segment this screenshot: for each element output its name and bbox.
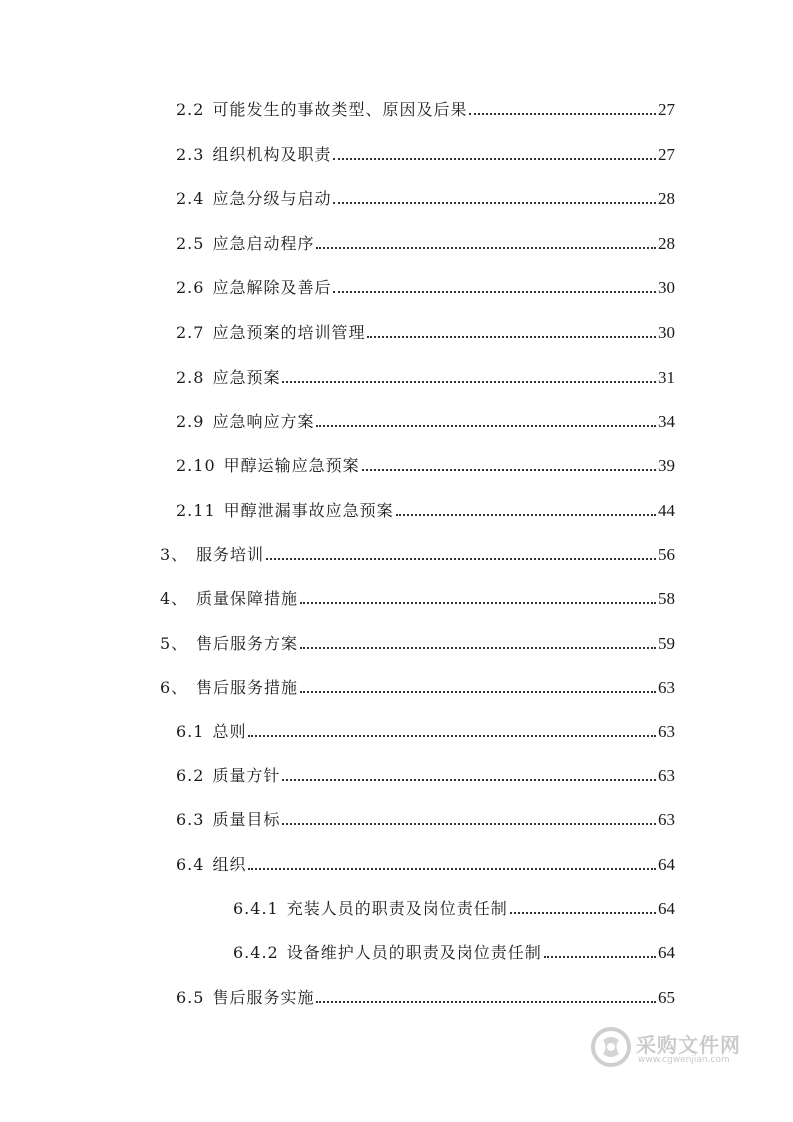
toc-entry-2-10[interactable] xyxy=(176,452,675,476)
toc-entry-number: 6.3 xyxy=(176,810,205,829)
toc-entry-number: 6.4.2 xyxy=(233,943,279,962)
toc-entry-page: 58 xyxy=(658,589,675,608)
toc-entry-page: 64 xyxy=(658,855,675,874)
dot-leader xyxy=(544,956,656,958)
toc-entry-number: 2.10 xyxy=(176,456,216,475)
dot-leader xyxy=(316,425,656,427)
toc-entry-page: 31 xyxy=(658,368,675,387)
toc-entry-title: 售后服务措施 xyxy=(196,678,299,697)
toc-entry-page: 56 xyxy=(658,545,675,564)
toc-entry-number: 2.9 xyxy=(176,412,205,431)
toc-entry-page: 63 xyxy=(658,722,675,741)
toc-entry-number: 6.1 xyxy=(176,722,205,741)
toc-entry-2-5[interactable] xyxy=(176,230,675,254)
toc-entry-number: 2.11 xyxy=(176,501,216,520)
toc-entry-page: 64 xyxy=(658,899,675,918)
dot-leader xyxy=(333,202,656,204)
dot-leader xyxy=(316,1001,656,1003)
dot-leader xyxy=(316,247,656,249)
toc-entry-page: 59 xyxy=(658,634,675,653)
toc-entry-number: 6、 xyxy=(160,678,189,697)
dot-leader xyxy=(266,558,656,560)
toc-entry-title: 设备维护人员的职责及岗位责任制 xyxy=(286,943,542,962)
toc-entry-number: 6.4.1 xyxy=(233,899,279,918)
dot-leader xyxy=(469,113,656,115)
dot-leader xyxy=(333,158,656,160)
toc-entry-title: 质量目标 xyxy=(212,810,281,829)
toc-entry-4[interactable] xyxy=(160,585,675,609)
toc-entry-title: 充装人员的职责及岗位责任制 xyxy=(286,899,508,918)
toc-entry-number: 2.8 xyxy=(176,368,205,387)
toc-entry-number: 6.2 xyxy=(176,766,205,785)
toc-entry-2-8[interactable] xyxy=(176,364,675,388)
toc-entry-2-11[interactable] xyxy=(176,497,675,521)
toc-entry-title: 应急解除及善后 xyxy=(212,278,332,297)
toc-entry-6-3[interactable] xyxy=(176,806,675,830)
toc-entry-number: 2.6 xyxy=(176,278,205,297)
toc-entry-number: 3、 xyxy=(160,545,189,564)
toc-entry-title: 应急预案 xyxy=(212,368,281,387)
toc-entry-page: 28 xyxy=(658,189,675,208)
toc-entry-page: 63 xyxy=(658,766,675,785)
toc-entry-page: 65 xyxy=(658,988,675,1007)
toc-entry-2-7[interactable] xyxy=(176,319,675,343)
toc-entry-6-4-2[interactable] xyxy=(233,939,675,963)
toc-entry-number: 2.7 xyxy=(176,323,205,342)
toc-entry-title: 总则 xyxy=(212,722,247,741)
dot-leader xyxy=(510,912,656,914)
toc-entry-number: 5、 xyxy=(160,634,189,653)
dot-leader xyxy=(248,735,656,737)
dot-leader xyxy=(333,291,656,293)
toc-entry-3[interactable] xyxy=(160,541,675,565)
toc-entry-title: 售后服务方案 xyxy=(196,634,299,653)
toc-entry-page: 39 xyxy=(658,456,675,475)
toc-entry-2-9[interactable] xyxy=(176,408,675,432)
toc-entry-number: 2.4 xyxy=(176,189,205,208)
toc-entry-title: 应急启动程序 xyxy=(212,234,315,253)
toc-entry-title: 可能发生的事故类型、原因及后果 xyxy=(212,100,468,119)
dot-leader xyxy=(300,602,656,604)
dot-leader xyxy=(300,647,656,649)
toc-entry-page: 27 xyxy=(658,100,675,119)
dot-leader xyxy=(248,868,656,870)
toc-entry-6-4-1[interactable] xyxy=(233,895,675,919)
toc-entry-2-6[interactable] xyxy=(176,274,675,298)
dot-leader xyxy=(396,514,656,516)
dot-leader xyxy=(362,469,656,471)
watermark-text: 采购文件网 xyxy=(636,1033,741,1057)
dot-leader xyxy=(282,823,656,825)
toc-entry-title: 组织机构及职责 xyxy=(212,145,332,164)
dot-leader xyxy=(282,779,656,781)
toc-entry-page: 28 xyxy=(658,234,675,253)
toc-entry-number: 4、 xyxy=(160,589,189,608)
toc-entry-5[interactable] xyxy=(160,630,675,654)
toc-entry-page: 44 xyxy=(658,501,675,520)
toc-entry-page: 30 xyxy=(658,278,675,297)
toc-entry-title: 服务培训 xyxy=(196,545,265,564)
dot-leader xyxy=(300,691,656,693)
toc-entry-number: 2.2 xyxy=(176,100,205,119)
toc-entry-page: 30 xyxy=(658,323,675,342)
toc-entry-title: 应急分级与启动 xyxy=(212,189,332,208)
toc-entry-6[interactable] xyxy=(160,674,675,698)
toc-entry-number: 6.4 xyxy=(176,855,205,874)
watermark xyxy=(590,1026,760,1072)
toc-entry-title: 甲醇泄漏事故应急预案 xyxy=(223,501,394,520)
toc-entry-number: 2.3 xyxy=(176,145,205,164)
toc-entry-page: 63 xyxy=(658,678,675,697)
toc-entry-title: 应急响应方案 xyxy=(212,412,315,431)
toc-entry-6-2[interactable] xyxy=(176,762,675,786)
toc-entry-6-4[interactable] xyxy=(176,851,675,875)
toc-entry-page: 27 xyxy=(658,145,675,164)
toc-entry-title: 质量保障措施 xyxy=(196,589,299,608)
watermark-logo-icon xyxy=(590,1026,632,1068)
toc-entry-6-5[interactable] xyxy=(176,984,675,1008)
toc-entry-2-2[interactable] xyxy=(176,96,675,120)
dot-leader xyxy=(282,381,656,383)
toc-entry-2-3[interactable] xyxy=(176,141,675,165)
toc-entry-2-4[interactable] xyxy=(176,185,675,209)
toc-entry-number: 2.5 xyxy=(176,234,205,253)
dot-leader xyxy=(367,336,656,338)
toc-entry-page: 34 xyxy=(658,412,675,431)
watermark-url: www.cgwenjian.com xyxy=(638,1055,730,1065)
toc-entry-title: 甲醇运输应急预案 xyxy=(223,456,360,475)
toc-entry-number: 6.5 xyxy=(176,988,205,1007)
toc-entry-6-1[interactable] xyxy=(176,718,675,742)
toc-entry-page: 64 xyxy=(658,943,675,962)
toc-entry-title: 应急预案的培训管理 xyxy=(212,323,366,342)
toc-entry-title: 售后服务实施 xyxy=(212,988,315,1007)
toc-entry-page: 63 xyxy=(658,810,675,829)
toc-entry-title: 组织 xyxy=(212,855,247,874)
toc-entry-title: 质量方针 xyxy=(212,766,281,785)
